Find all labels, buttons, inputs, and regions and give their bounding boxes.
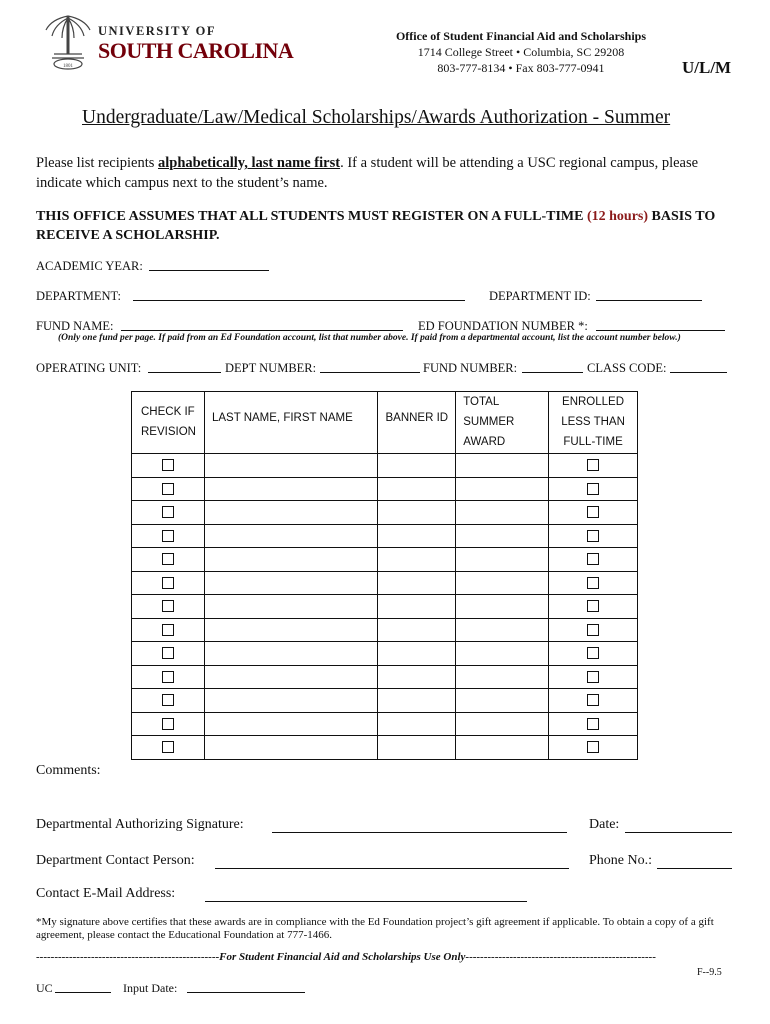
enrolled-checkbox-cell <box>549 712 638 736</box>
name-cell[interactable] <box>204 524 377 548</box>
enrolled-checkbox[interactable] <box>587 624 599 636</box>
signature-input[interactable] <box>272 832 567 833</box>
award-cell[interactable] <box>456 454 549 478</box>
banner-id-cell[interactable] <box>378 665 456 689</box>
date-label: Date: <box>589 817 620 832</box>
uc-label: UC <box>36 981 53 995</box>
check-header-line1: CHECK IF <box>141 406 195 418</box>
class-code-label: CLASS CODE: <box>587 361 667 375</box>
col-banner-id: BANNER ID <box>378 392 456 454</box>
total-header-line3: AWARD <box>463 436 506 448</box>
banner-id-cell[interactable] <box>378 642 456 666</box>
notice-highlight: (12 hours) <box>586 209 649 224</box>
banner-id-cell[interactable] <box>378 548 456 572</box>
revision-checkbox[interactable] <box>162 506 174 518</box>
total-header-line1: TOTAL <box>463 396 500 408</box>
name-cell[interactable] <box>204 477 377 501</box>
banner-id-cell[interactable] <box>378 712 456 736</box>
academic-year-label: ACADEMIC YEAR: <box>36 259 143 273</box>
enrolled-checkbox[interactable] <box>587 577 599 589</box>
table-row <box>132 736 638 760</box>
name-cell[interactable] <box>204 454 377 478</box>
enrolled-checkbox-cell <box>549 501 638 525</box>
revision-checkbox-cell <box>132 689 205 713</box>
col-total-award <box>456 392 549 454</box>
enrolled-checkbox[interactable] <box>587 553 599 565</box>
enrolled-checkbox-cell <box>549 618 638 642</box>
fund-number-label: FUND NUMBER: <box>423 361 518 375</box>
revision-checkbox[interactable] <box>162 718 174 730</box>
ed-foundation-number-input[interactable] <box>596 330 725 331</box>
revision-checkbox-cell <box>132 642 205 666</box>
revision-checkbox-cell <box>132 736 205 760</box>
revision-checkbox-cell <box>132 548 205 572</box>
name-cell[interactable] <box>204 618 377 642</box>
revision-checkbox[interactable] <box>162 459 174 471</box>
col-enrolled <box>549 392 638 454</box>
award-cell[interactable] <box>456 665 549 689</box>
revision-checkbox[interactable] <box>162 741 174 753</box>
banner-id-cell[interactable] <box>378 524 456 548</box>
revision-checkbox[interactable] <box>162 553 174 565</box>
banner-id-cell[interactable] <box>378 571 456 595</box>
table-row <box>132 618 638 642</box>
col-name: LAST NAME, FIRST NAME <box>204 392 377 454</box>
name-cell[interactable] <box>204 665 377 689</box>
table-row <box>132 642 638 666</box>
fulltime-notice <box>36 207 746 245</box>
instructions <box>36 153 746 193</box>
name-cell[interactable] <box>204 736 377 760</box>
revision-checkbox-cell <box>132 712 205 736</box>
enrolled-checkbox-cell <box>549 689 638 713</box>
revision-checkbox-cell <box>132 454 205 478</box>
table-header-row <box>132 392 638 454</box>
academic-year-input[interactable] <box>149 270 269 271</box>
name-cell[interactable] <box>204 712 377 736</box>
office-title: Office of Student Financial Aid and Scholarships <box>395 29 646 43</box>
revision-checkbox-cell <box>132 595 205 619</box>
fund-number-input[interactable] <box>522 372 583 373</box>
instructions-pre: Please list recipients <box>36 155 159 171</box>
input-date-label: Input Date: <box>123 981 178 995</box>
office-use-divider: --------------------------------------------------For Student Financial Aid and Scholarships Use Only---------------------------------------------------- <box>36 951 656 963</box>
banner-id-cell[interactable] <box>378 501 456 525</box>
enrolled-checkbox-cell <box>549 571 638 595</box>
name-cell[interactable] <box>204 548 377 572</box>
uc-input[interactable] <box>55 992 111 993</box>
enrolled-checkbox-cell <box>549 454 638 478</box>
input-date-input[interactable] <box>187 992 305 993</box>
enrolled-checkbox[interactable] <box>587 506 599 518</box>
enrolled-checkbox-cell <box>549 524 638 548</box>
contact-person-input[interactable] <box>215 868 569 869</box>
enrolled-header-line1: ENROLLED <box>562 396 625 408</box>
revision-checkbox-cell <box>132 501 205 525</box>
award-cell[interactable] <box>456 689 549 713</box>
svg-text:1801: 1801 <box>63 64 73 69</box>
enrolled-checkbox-cell <box>549 548 638 572</box>
award-cell[interactable] <box>456 548 549 572</box>
award-cell[interactable] <box>456 712 549 736</box>
enrolled-checkbox-cell <box>549 665 638 689</box>
class-code-input[interactable] <box>670 372 727 373</box>
fund-note: (Only one fund per page. If paid from an Ed Foundation account, list that number above. If paid from a departmental account, list the account number below.) <box>58 333 681 343</box>
revision-checkbox[interactable] <box>162 483 174 495</box>
office-header <box>396 28 646 76</box>
enrolled-checkbox[interactable] <box>587 671 599 683</box>
award-cell[interactable] <box>456 618 549 642</box>
email-label: Contact E-Mail Address: <box>36 886 176 901</box>
enrolled-checkbox[interactable] <box>587 600 599 612</box>
notice-post: BASIS TO RECEIVE A SCHOLARSHIP. <box>36 209 716 243</box>
enrolled-checkbox[interactable] <box>587 647 599 659</box>
department-id-label: DEPARTMENT ID: <box>489 289 591 303</box>
form-title: Undergraduate/Law/Medical Scholarships/Awards Authorization - Summer <box>82 107 671 128</box>
recipients-table <box>131 391 638 760</box>
banner-id-cell[interactable] <box>378 689 456 713</box>
revision-checkbox-cell <box>132 571 205 595</box>
table-row <box>132 524 638 548</box>
col-check-revision <box>132 392 205 454</box>
table-row <box>132 571 638 595</box>
name-cell[interactable] <box>204 501 377 525</box>
palmetto-seal-icon <box>40 10 96 72</box>
certification-note: *My signature above certifies that these awards are in compliance with the Ed Foundation project’s gift agreement if applicable. To obtain a copy of a gift agreement, please contact the Educational Foundation at 777-1466. <box>36 916 714 941</box>
banner-id-cell[interactable] <box>378 595 456 619</box>
banner-id-cell[interactable] <box>378 454 456 478</box>
department-input[interactable] <box>133 300 465 301</box>
notice-pre: THIS OFFICE ASSUMES THAT ALL STUDENTS MUST REGISTER ON A FULL-TIME <box>36 209 587 224</box>
revision-checkbox[interactable] <box>162 624 174 636</box>
enrolled-header-line2: LESS THAN <box>561 416 625 428</box>
ed-foundation-number-label: ED FOUNDATION NUMBER *: <box>418 319 588 333</box>
revision-checkbox[interactable] <box>162 600 174 612</box>
enrolled-checkbox[interactable] <box>587 718 599 730</box>
table-row <box>132 454 638 478</box>
enrolled-checkbox-cell <box>549 642 638 666</box>
revision-checkbox[interactable] <box>162 530 174 542</box>
revision-checkbox-cell <box>132 524 205 548</box>
email-input[interactable] <box>205 901 527 902</box>
phone-input[interactable] <box>657 868 732 869</box>
enrolled-checkbox[interactable] <box>587 483 599 495</box>
enrolled-checkbox-cell <box>549 736 638 760</box>
dept-number-input[interactable] <box>320 372 420 373</box>
award-cell[interactable] <box>456 642 549 666</box>
award-cell[interactable] <box>456 477 549 501</box>
total-header-line2: SUMMER <box>463 416 515 428</box>
banner-id-cell[interactable] <box>378 618 456 642</box>
table-row <box>132 595 638 619</box>
revision-checkbox[interactable] <box>162 694 174 706</box>
signature-label: Departmental Authorizing Signature: <box>36 817 244 832</box>
award-cell[interactable] <box>456 736 549 760</box>
award-cell[interactable] <box>456 595 549 619</box>
fund-name-label: FUND NAME: <box>36 319 114 333</box>
dept-number-label: DEPT NUMBER: <box>225 361 317 375</box>
revision-checkbox-cell <box>132 618 205 642</box>
name-cell[interactable] <box>204 689 377 713</box>
name-cell[interactable] <box>204 595 377 619</box>
fund-name-input[interactable] <box>121 330 403 331</box>
revision-checkbox[interactable] <box>162 671 174 683</box>
logo-south-carolina: SOUTH CAROLINA <box>98 38 294 63</box>
enrolled-checkbox[interactable] <box>587 459 599 471</box>
name-cell[interactable] <box>204 571 377 595</box>
department-id-input[interactable] <box>596 300 702 301</box>
date-input[interactable] <box>625 832 732 833</box>
instructions-post: . If a student will be attending a USC regional campus, please indicate which campus next to the student’s name. <box>36 155 699 191</box>
table-row <box>132 665 638 689</box>
form-number: F--9.5 <box>697 967 722 978</box>
enrolled-checkbox-cell <box>549 595 638 619</box>
award-cell[interactable] <box>456 571 549 595</box>
enrolled-checkbox[interactable] <box>587 741 599 753</box>
logo-university-of: UNIVERSITY OF <box>98 24 217 38</box>
table-row <box>132 689 638 713</box>
office-address: 1714 College Street • Columbia, SC 29208 <box>417 45 625 59</box>
phone-label: Phone No.: <box>589 853 652 868</box>
form-code: U/L/M <box>682 58 732 77</box>
check-header-line2: REVISION <box>141 426 196 438</box>
table-row <box>132 477 638 501</box>
contact-person-label: Department Contact Person: <box>36 853 195 868</box>
award-cell[interactable] <box>456 501 549 525</box>
usc-logo <box>40 10 300 74</box>
table-row <box>132 712 638 736</box>
office-use-label: For Student Financial Aid and Scholarships Use Only <box>219 951 466 963</box>
operating-unit-input[interactable] <box>148 372 221 373</box>
table-row <box>132 548 638 572</box>
operating-unit-label: OPERATING UNIT: <box>36 361 142 375</box>
revision-checkbox-cell <box>132 477 205 501</box>
office-phone: 803-777-8134 • Fax 803-777-0941 <box>437 61 605 75</box>
instructions-emphasis: alphabetically, last name first <box>158 155 341 171</box>
department-label: DEPARTMENT: <box>36 289 121 303</box>
award-cell[interactable] <box>456 524 549 548</box>
enrolled-checkbox[interactable] <box>587 530 599 542</box>
table-row <box>132 501 638 525</box>
banner-id-cell[interactable] <box>378 477 456 501</box>
banner-id-cell[interactable] <box>378 736 456 760</box>
enrolled-checkbox[interactable] <box>587 694 599 706</box>
name-cell[interactable] <box>204 642 377 666</box>
comments-label: Comments: <box>36 763 101 778</box>
revision-checkbox-cell <box>132 665 205 689</box>
revision-checkbox[interactable] <box>162 577 174 589</box>
enrolled-header-line3: FULL-TIME <box>563 436 623 448</box>
revision-checkbox[interactable] <box>162 647 174 659</box>
enrolled-checkbox-cell <box>549 477 638 501</box>
